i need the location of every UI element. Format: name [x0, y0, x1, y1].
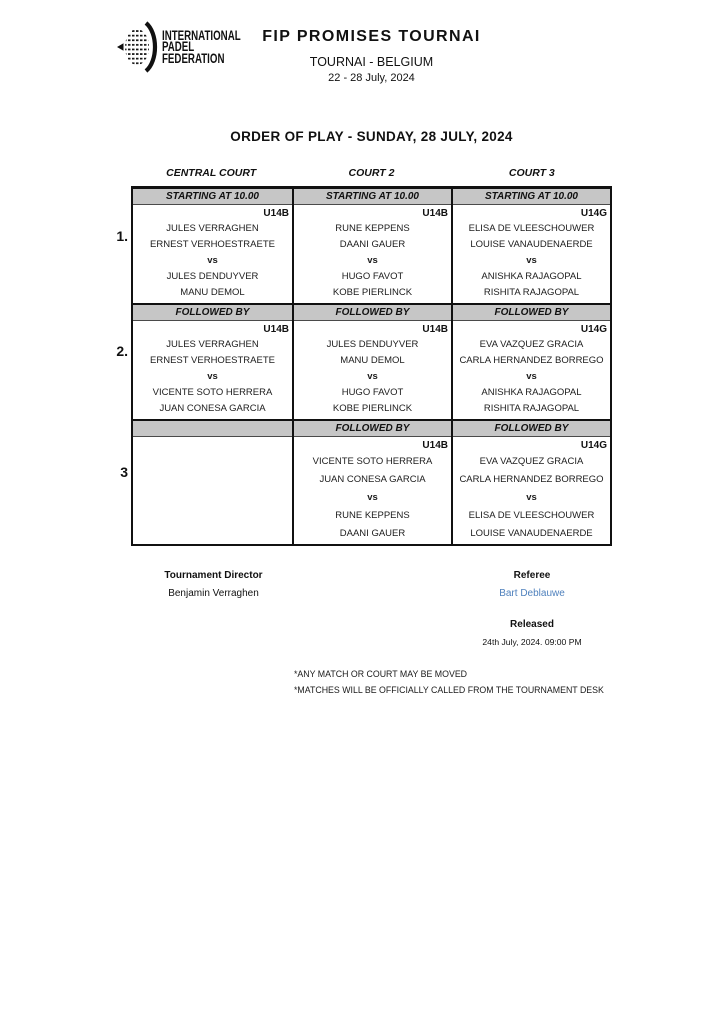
slot-header: FOLLOWED BY — [133, 305, 292, 321]
released-block — [452, 619, 612, 647]
player-name: JULES VERRAGHEN — [166, 223, 259, 234]
table-row — [133, 189, 610, 303]
player-name: KOBE PIERLINCK — [332, 287, 413, 298]
match-cell — [451, 305, 610, 419]
match-cell-empty — [133, 421, 292, 544]
round-number-2: 2. — [116, 343, 128, 359]
referee-label: Referee — [513, 570, 551, 581]
slot-header: FOLLOWED BY — [294, 421, 451, 437]
court-label-2: COURT 2 — [348, 167, 395, 179]
vs-label: vs — [367, 255, 378, 266]
category-label: U14G — [580, 324, 607, 335]
player-name: ANISHKA RAJAGOPAL — [481, 271, 582, 282]
player-name: RUNE KEPPENS — [335, 510, 410, 521]
footnote-line: *ANY MATCH OR COURT MAY BE MOVED — [294, 669, 468, 679]
player-name: EVA VAZQUEZ GRACIA — [479, 456, 584, 467]
vs-label: vs — [526, 371, 537, 382]
player-name: VICENTE SOTO HERRERA — [152, 387, 273, 398]
empty-cell-body — [133, 437, 292, 544]
category-label: U14B — [263, 208, 289, 219]
logo-arrow-icon — [117, 43, 124, 51]
player-name: ELISA DE VLEESCHOUWER — [468, 510, 595, 521]
round-number-3: 3 — [120, 464, 128, 480]
player-name: DAANI GAUER — [339, 239, 406, 250]
category-label: U14B — [422, 440, 448, 451]
vs-label: vs — [367, 371, 378, 382]
player-name: ELISA DE VLEESCHOUWER — [468, 223, 595, 234]
player-name: VICENTE SOTO HERRERA — [312, 456, 433, 467]
slot-header: FOLLOWED BY — [294, 305, 451, 321]
match-cell — [133, 189, 292, 303]
referee-block — [452, 570, 612, 599]
category-label: U14B — [422, 324, 448, 335]
player-name: RUNE KEPPENS — [335, 223, 410, 234]
vs-label: vs — [207, 255, 218, 266]
player-name: LOUISE VANAUDENAERDE — [470, 528, 593, 539]
player-name: MANU DEMOL — [180, 287, 245, 298]
match-cell — [133, 305, 292, 419]
category-label: U14G — [580, 440, 607, 451]
footnotes — [294, 666, 604, 698]
table-row — [133, 419, 610, 544]
vs-label: vs — [526, 255, 537, 266]
player-name: JULES DENDUYVER — [326, 339, 419, 350]
referee-name-link[interactable]: Bart Deblauwe — [499, 588, 565, 599]
match-cell — [451, 421, 610, 544]
player-name: MANU DEMOL — [340, 355, 405, 366]
match-cell — [451, 189, 610, 303]
player-name: ANISHKA RAJAGOPAL — [481, 387, 582, 398]
player-name: RISHITA RAJAGOPAL — [483, 403, 580, 414]
player-name: JULES DENDUYVER — [166, 271, 259, 282]
player-name: JUAN CONESA GARCIA — [159, 403, 266, 414]
released-label: Released — [510, 619, 554, 630]
player-name: HUGO FAVOT — [341, 271, 404, 282]
category-label: U14G — [580, 208, 607, 219]
court-header-row — [131, 167, 612, 179]
tournament-dates: 22 - 28 July, 2024 — [328, 72, 415, 84]
court-label-3: COURT 3 — [508, 167, 555, 179]
vs-label: vs — [526, 492, 537, 503]
category-label: U14B — [422, 208, 448, 219]
player-name: KOBE PIERLINCK — [332, 403, 413, 414]
player-name: CARLA HERNANDEZ BORREGO — [459, 355, 604, 366]
order-of-play-table — [131, 186, 612, 546]
player-name: RISHITA RAJAGOPAL — [483, 287, 580, 298]
vs-label: vs — [207, 371, 218, 382]
tournament-director-name: Benjamin Verraghen — [168, 588, 259, 599]
footnote-line: *MATCHES WILL BE OFFICIALLY CALLED FROM THE TOURNAMENT DESK — [294, 685, 604, 695]
player-name: JUAN CONESA GARCIA — [319, 474, 426, 485]
court-label-central: CENTRAL COURT — [166, 167, 257, 179]
tournament-location: TOURNAI - BELGIUM — [309, 55, 434, 69]
tournament-title: FIP PROMISES TOURNAI — [262, 28, 481, 45]
logo-text-line: PADEL — [162, 39, 195, 55]
slot-header — [133, 421, 292, 437]
player-name: JULES VERRAGHEN — [166, 339, 259, 350]
slot-header: FOLLOWED BY — [453, 305, 610, 321]
player-name: HUGO FAVOT — [341, 387, 404, 398]
logo-text-line: FEDERATION — [162, 50, 225, 66]
match-cell — [292, 421, 451, 544]
slot-header: STARTING AT 10.00 — [294, 189, 451, 205]
player-name: CARLA HERNANDEZ BORREGO — [459, 474, 604, 485]
slot-header: STARTING AT 10.00 — [133, 189, 292, 205]
page-title: ORDER OF PLAY - SUNDAY, 28 JULY, 2024 — [230, 129, 513, 144]
slot-header: FOLLOWED BY — [453, 421, 610, 437]
slot-header: STARTING AT 10.00 — [453, 189, 610, 205]
released-timestamp: 24th July, 2024. 09:00 PM — [482, 637, 582, 647]
tournament-director-label: Tournament Director — [164, 570, 263, 581]
player-name: EVA VAZQUEZ GRACIA — [479, 339, 584, 350]
vs-label: vs — [367, 492, 378, 503]
player-name: LOUISE VANAUDENAERDE — [470, 239, 593, 250]
round-number-1: 1. — [116, 228, 128, 244]
logo-text-line: INTERNATIONAL — [162, 27, 241, 43]
match-cell — [292, 305, 451, 419]
category-label: U14B — [263, 324, 289, 335]
match-cell — [292, 189, 451, 303]
player-name: ERNEST VERHOESTRAETE — [150, 239, 275, 250]
player-name: DAANI GAUER — [339, 528, 406, 539]
table-row — [133, 303, 610, 419]
player-name: ERNEST VERHOESTRAETE — [150, 355, 275, 366]
tournament-director-block — [131, 570, 296, 599]
